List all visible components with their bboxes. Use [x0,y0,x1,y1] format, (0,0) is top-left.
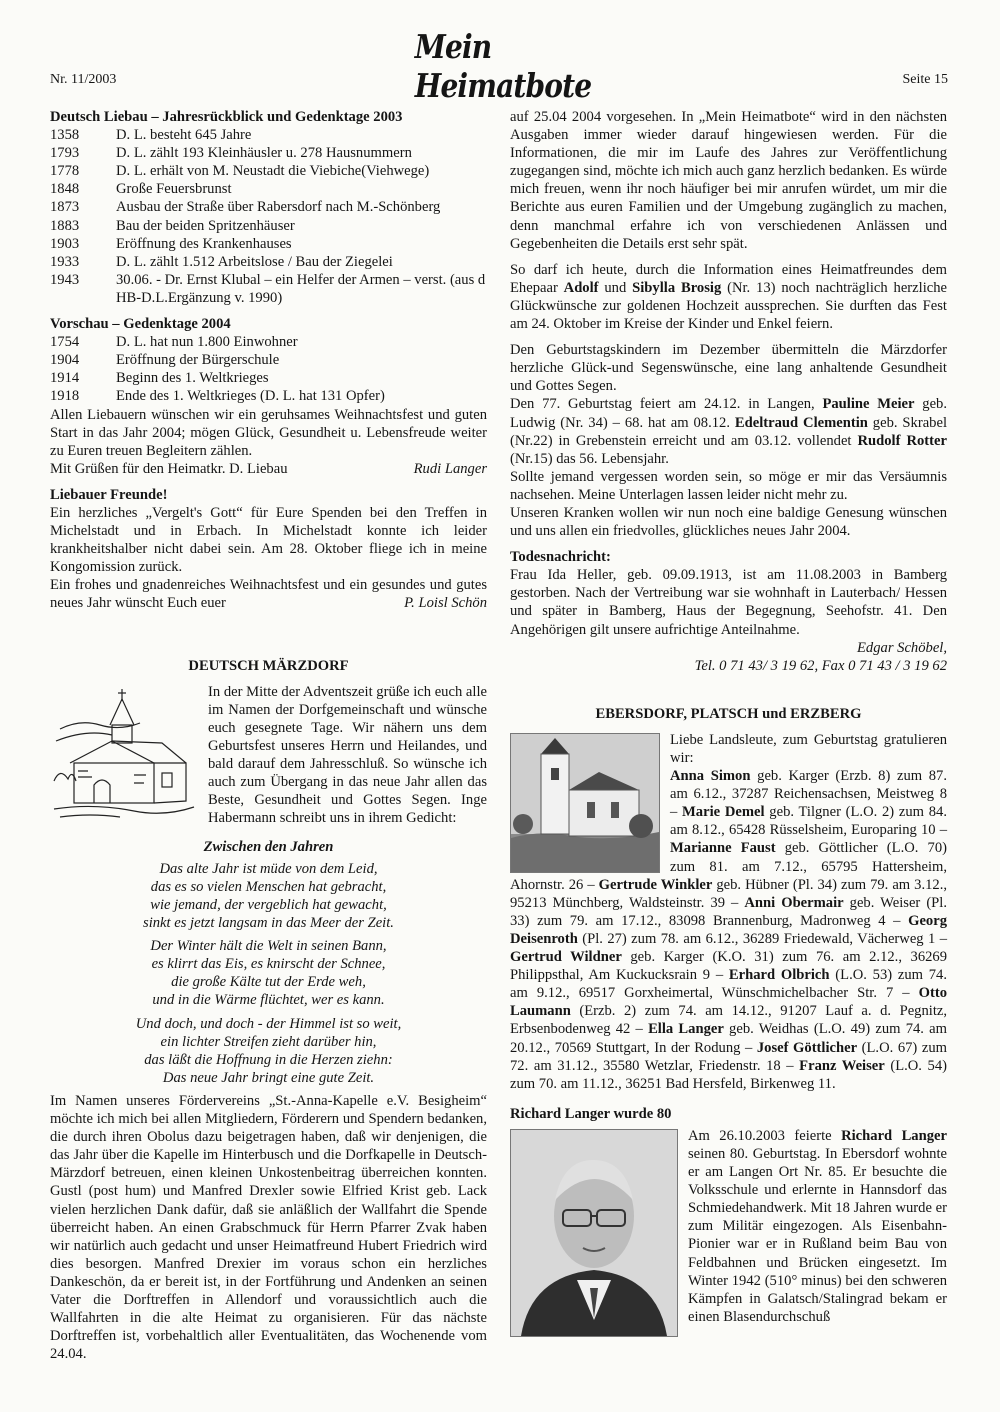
timeline-text: Eröffnung des Krankenhauses [116,235,292,252]
wedding-name-2: Sibylla Brosig [632,279,722,296]
church-photo [510,733,660,873]
golden-wedding-text [510,261,947,333]
poem-title: Zwischen den Jahren [203,838,334,855]
birthday-person-name: Gertrud Wildner [510,949,622,966]
sick-wishes: Unseren Kranken wollen wir nun noch eine baldige Genesung wünschen und uns allen ein friedvolles, glückliches neues Jahr 2004. [510,504,947,540]
timeline-year: 1754 [50,334,80,351]
poem-stanza-2 [50,937,487,1009]
birthday-name-2: Edeltraud Clementin [734,414,868,431]
timeline-year: 1883 [50,217,80,234]
timeline-text: Ausbau der Straße über Rabersdorf nach M.-Schönberg [116,199,441,216]
vorschau-title: Vorschau – Gedenktage 2004 [50,316,231,333]
timeline-text: Beginn des 1. Weltkrieges [116,370,269,387]
freunde-text2-body: Ein frohes und gnadenreiches Weihnachtsfest und ein gesundes und gutes neues Jahr wünscht Euch euer [50,577,487,612]
continued-text: auf 25.04 2004 vorgesehen. In „Mein Heimatbote“ wird in den nächsten Ausgaben immer wieder darauf hingewiesen werden. Für die Informationen, die mir im Laufe des Jahres zur Veröffentlichung zugegangen sind, möchte ich mich auch ganz herzlich bedanken. Es würde mich freuen, wenn ihr noch häufiger bei mir anrufen würdet, um mir die Berichte aus euren Familien und der Umgebung zugänglich zu machen, denn manchmal erfahre ich von verschiedenen Anlässen und Gegebenheiten die Details erst sehr spät. [510,109,947,252]
timeline-year: 1873 [50,199,80,216]
timeline-row [50,217,487,235]
poem-stanza-1 [50,860,487,932]
wedding-part-b: und [598,279,633,296]
birthday-person-details: (L.O. 67) zum 72. am 31.12., 35580 Wetzlar, Friedenstr. 18 – [510,1039,947,1074]
timeline-year: 1793 [50,145,80,162]
timeline-year: 1904 [50,352,80,369]
poem-line: ein lichter Streifen zieht darüber hin, [160,1033,377,1050]
timeline-row [50,387,385,405]
birthday-name-1: Pauline Meier [822,396,915,413]
birthday-person-name: Anna Simon [670,768,751,785]
masthead-logo: Mein Heimatbote [414,27,592,105]
sign-name: Edgar Schöbel, [857,639,947,656]
maerzdorf-title: DEUTSCH MÄRZDORF [188,657,349,674]
birthday-person-details: geb. Weiser (Pl. 33) zum 79. am 17.12., 83098 Brannenburg, Madronweg 4 – [510,894,947,929]
chapel-sketch [50,685,198,830]
timeline-year: 1778 [50,163,80,180]
obituary-text: Frau Ida Heller, geb. 09.09.1913, ist am 11.08.2003 in Bamberg gestorben. Nach der Vertreibung war sie wohnhaft in Lauterbach/ Hessen und später in Bamberg, Haus der Begegnung, Seehofstr. 41. Den Angehörigen gilt unsere aufrichtige Anteilnahme. [510,567,947,638]
timeline-text: D. L. hat nun 1.800 Einwohner [116,334,298,351]
poem-line: Das neue Jahr bringt eine gute Zeit. [162,1069,375,1086]
birthday-person-details: geb. Göttlicher (L.O. 70) zum 81. am 7.12., 65795 Hattersheim, Ahornstr. 26 – [510,840,947,893]
timeline-text: Bau der beiden Spritzenhäuser [116,217,295,234]
langer-part-a: Am 26.10.2003 feierte [688,1127,842,1144]
apology-text: Sollte jemand vergessen worden sein, so möge er mir das Versäumnis nachsehen. Meine Unterlagen lassen leider nicht mehr zu. [510,468,947,503]
maerzdorf-thanks: Im Namen unseres Fördervereins „St.-Anna-Kapelle e.V. Besigheim“ möchte ich mich bei allen Mitgliedern, Förderern und Spendern bedanken, die durch ihren Obolus dazu beigetragen haben, daß wir denjenigen, die das Jahr über die Kapelle im Hinterbusch und die Dorfkapelle in Deutsch-Märzdorf betreuen, einen kleinen Unkostenbeitrag überreichen konnten. Gustl (post hum) und Manfred Drexler sowie Elfried Krist geb. Lack vielen herzlichen Dank dafür, daß sie anläßlich der Wallfahrt die Spende überreicht haben. An einen Grabschmuck für Herrn Pfarrer Zvak haben wir natürlich auch gedacht und unser Heimatfreund Hubert Friedrich wird dies besorgen. Manfred Drexier im voraus schon ein herzliches Dankeschön, da er bereit ist, in der Fortführung und Andenken an seinen Vater die Dorftreffen in Allendorf und voraussichtlich auch die Wallfahrten in die alte Heimat zu organisieren. Für das nächste Dorftreffen ist, vorbehaltlich aller Eventualitäten, das Wochenende vom 24.04. [50,1092,487,1363]
freunde-signature: P. Loisl Schön [404,595,487,612]
portrait-photo [510,1129,678,1337]
timeline-row [50,235,487,253]
timeline-text: Ende des 1. Weltkrieges (D. L. hat 131 Opfer) [116,388,385,405]
birthday-person-name: Marie Demel [682,804,765,821]
timeline-row [50,144,487,162]
liebau-title: Deutsch Liebau – Jahresrückblick und Gedenktage 2003 [50,109,403,125]
birthday-person-name: Gertrude Winkler [598,876,713,893]
birthday-person-details: (L.O. 53) zum 74. am 9.12., 69517 Gorxheimertal, Wünschmichelbacher Str. 7 – [510,967,947,1002]
liebau-sign-line: Mit Grüßen für den Heimatkr. D. Liebau [50,460,288,477]
birthday-person-details: (Erzb. 2) zum 74. am 14.12., 91207 Lauf a. d. Pegnitz, Erbsenbodenweg 42 – [510,1003,947,1038]
birthday-person-details: geb. Hübner (Pl. 34) zum 79. am 3.12., 95213 Münchberg, Waldsteinstr. 39 – [510,876,947,911]
timeline-year: 1918 [50,388,80,405]
vorschau-timeline [50,333,385,405]
langer-name: Richard Langer [841,1127,947,1144]
ebersdorf-greeting: Liebe Landsleute, zum Geburtstag gratulieren wir: [670,731,947,766]
birthday-part-b: geb. Ludwig (Nr. 34) – 68. hat am 08.12. [510,396,947,431]
timeline-year: 1933 [50,253,80,270]
timeline-text: D. L. zählt 193 Kleinhäusler u. 278 Hausnummern [116,145,412,162]
birthday-name-3: Rudolf Rotter [857,432,947,449]
timeline-text: Große Feuersbrunst [116,181,232,198]
birthday-person-details: (Pl. 27) zum 78. am 6.12., 36289 Friedewald, Vächerweg 1 – [577,930,947,947]
poem-line: Und doch, und doch - der Himmel ist so weit, [135,1015,402,1032]
birthday-person-details: geb. Karger (K.O. 31) zum 76. am 2.12., 36269 Philippsthal, Am Kuckucksrain 9 – [510,949,948,984]
birthday-person-name: Marianne Faust [670,840,776,857]
birthday-person-name: Erhard Olbrich [728,967,830,984]
langer-part-b: seinen 80. Geburtstag. In Ebersdorf wohnte er am Langen Ort Nr. 85. Er besuchte die Volksschule und erlernte in Hannsdorf das Schmiedehandwerk. Mit 18 Jahren wurde er zum Militär eingezogen. Als Eisenbahn-Pionier war er in Rußland beim Bau von Feldbahnen und Brücken eingesetzt. Im Winter 1942 (510° minus) bei den schweren Kämpfen in Galatsch/Stalingrad bekam er einen Blasendurchschuß [688,1145,947,1325]
issue-number: Nr. 11/2003 [50,72,117,87]
wedding-part-c: (Nr. 13) noch nachträglich herzliche Glückwünsche zur goldenen Hochzeit aussprechen. Sie durften das Fest am 24. Oktober im Kreise der Kinder und Enkel feiern. [510,279,948,333]
wedding-part-a: So darf ich heute, durch die Information eines Heimatfreundes dem Ehepaar [510,261,947,296]
birthday-person-name: Josef Göttlicher [756,1039,858,1056]
birthday-person-name: Franz Weiser [799,1057,885,1074]
freunde-text: Ein herzliches „Vergelt's Gott“ für Eure Spenden bei den Treffen in Michelstadt und in Erbach. In Michelstadt konnte ich leider krankheitshalber nicht dabei sein. Am 28. Oktober fliege ich in meine Kongomission zurück. [50,504,487,576]
portrait-photo-icon [511,1130,677,1336]
ebersdorf-title: EBERSDORF, PLATSCH und ERZBERG [595,705,862,722]
birthday-person-name: Georg Deisenroth [510,912,947,947]
poem-stanza-3 [50,1015,487,1087]
birthday-part-a: Den 77. Geburtstag feiert am 24.12. in Langen, [510,396,823,413]
freunde-text2 [50,576,487,612]
timeline-year: 1943 [50,271,80,288]
poem-line: und in die Wärme flüchtet, wer es kann. [152,992,385,1009]
liebau-timeline [50,126,487,307]
obituary-title: Todesnachricht: [510,549,611,566]
right-column [510,108,947,1339]
chapel-sketch-icon [50,685,198,825]
birthday-person-details: geb. Tilgner (L.O. 2) zum 84. am 8.12., 65428 Rüsselsheim, Europaring 10 – [670,804,947,839]
poem-line: wie jemand, der vergeblich hat gewacht, [150,897,387,913]
timeline-year: 1903 [50,235,80,252]
wedding-name-1: Adolf [563,279,599,296]
church-photo-icon [511,734,659,872]
birthday-person-details: (L.O. 54) zum 70. am 11.12., 36251 Bad Hersfeld, Birkenweg 11. [510,1057,948,1092]
birthday-person-details: geb. Weidhas (L.O. 49) zum 74. am 20.12., 70569 Stuttgart, In der Rodung – [510,1021,947,1056]
poem-line: sinkt es jetzt langsam in das Meer der Zeit. [143,915,394,932]
birthday-intro: Den Geburtstagskindern im Dezember übermitteln die Märzdorfer herzliche Glück-und Segenswünsche, eine lang anhaltende Gesundheit und Gottes Segen. [510,342,947,395]
timeline-year: 1358 [50,127,80,144]
timeline-row [50,369,385,387]
liebau-greeting: Allen Liebauern wünschen wir ein geruhsames Weihnachtsfest und guten Start in das Jahr 2004; mögen Glück, Gesundheit u. Lebensfreude weiter zu Euren treuen Begleitern zählen. [50,406,487,459]
page-number: Seite 15 [902,72,948,87]
timeline-row [50,253,487,271]
timeline-text: Eröffnung der Bürgerschule [116,352,280,369]
poem-line: es klirrt das Eis, es knirscht der Schnee, [151,956,386,973]
timeline-row [50,351,385,369]
timeline-row [50,271,487,307]
poem-line: das es so vielen Menschen hat gebracht, [150,878,387,895]
birthday-person-name: Otto Laumann [510,985,947,1020]
timeline-text: D. L. erhält von M. Neustadt die Viebiche(Viehwege) [116,163,430,180]
birthday-person-name: Ella Langer [648,1021,724,1038]
left-column [50,108,487,1363]
birthday-person-details: geb. Karger (Erzb. 8) zum 87. am 6.12., 37287 Reichensachsen, Meistweg 8 – [670,768,947,821]
sign-phone: Tel. 0 71 43/ 3 19 62, Fax 0 71 43 / 3 19 62 [694,657,947,674]
timeline-year: 1914 [50,370,80,387]
birthday-part-c: geb. Skrabel (Nr.22) in Grebenstein erreicht und am 03.12. vollendet [510,414,947,449]
poem-line: das läßt die Hoffnung in die Herzen ziehn: [144,1051,393,1068]
timeline-row [50,162,487,180]
langer-title: Richard Langer wurde 80 [510,1105,672,1122]
birthday-part-d: (Nr.15) das 56. Lebensjahr. [510,450,669,467]
freunde-title: Liebauer Freunde! [50,486,168,503]
poem-line: die große Kälte tut der Erde weh, [171,974,366,991]
liebau-signature: Rudi Langer [413,460,487,477]
liebau-sign-row [50,460,487,478]
timeline-row [50,333,385,351]
poem-line: Der Winter hält die Welt in seinen Bann, [150,938,387,955]
timeline-row [50,180,487,198]
maerzdorf-intro: In der Mitte der Adventszeit grüße ich euch alle im Namen der Dorfgemeinschaft und wünsche euch gesegnete Tage. Wir nähern uns dem Geburtsfest unseres Herrn und Heilandes, und bald darauf dem Jahresschluß. So wünsche ich auch zum Übergang in das neue Jahr allen das Beste, Gesundheit und Gottes Segen. Inge Habermann schreibt uns in ihrem Gedicht: [208,683,487,827]
timeline-year: 1848 [50,181,80,198]
timeline-text: D. L. besteht 645 Jahre [116,127,252,144]
timeline-text: D. L. zählt 1.512 Arbeitslose / Bau der Ziegelei [116,253,393,270]
timeline-row [50,126,487,144]
poem-line: Das alte Jahr ist müde von dem Leid, [159,860,378,877]
timeline-text: 30.06. - Dr. Ernst Klubal – ein Helfer der Armen – verst. (aus d HB-D.L.Ergänzung v. 1990) [116,271,486,306]
birthday-person-name: Anni Obermair [744,894,844,911]
timeline-row [50,198,487,216]
birthday-list [510,395,947,467]
